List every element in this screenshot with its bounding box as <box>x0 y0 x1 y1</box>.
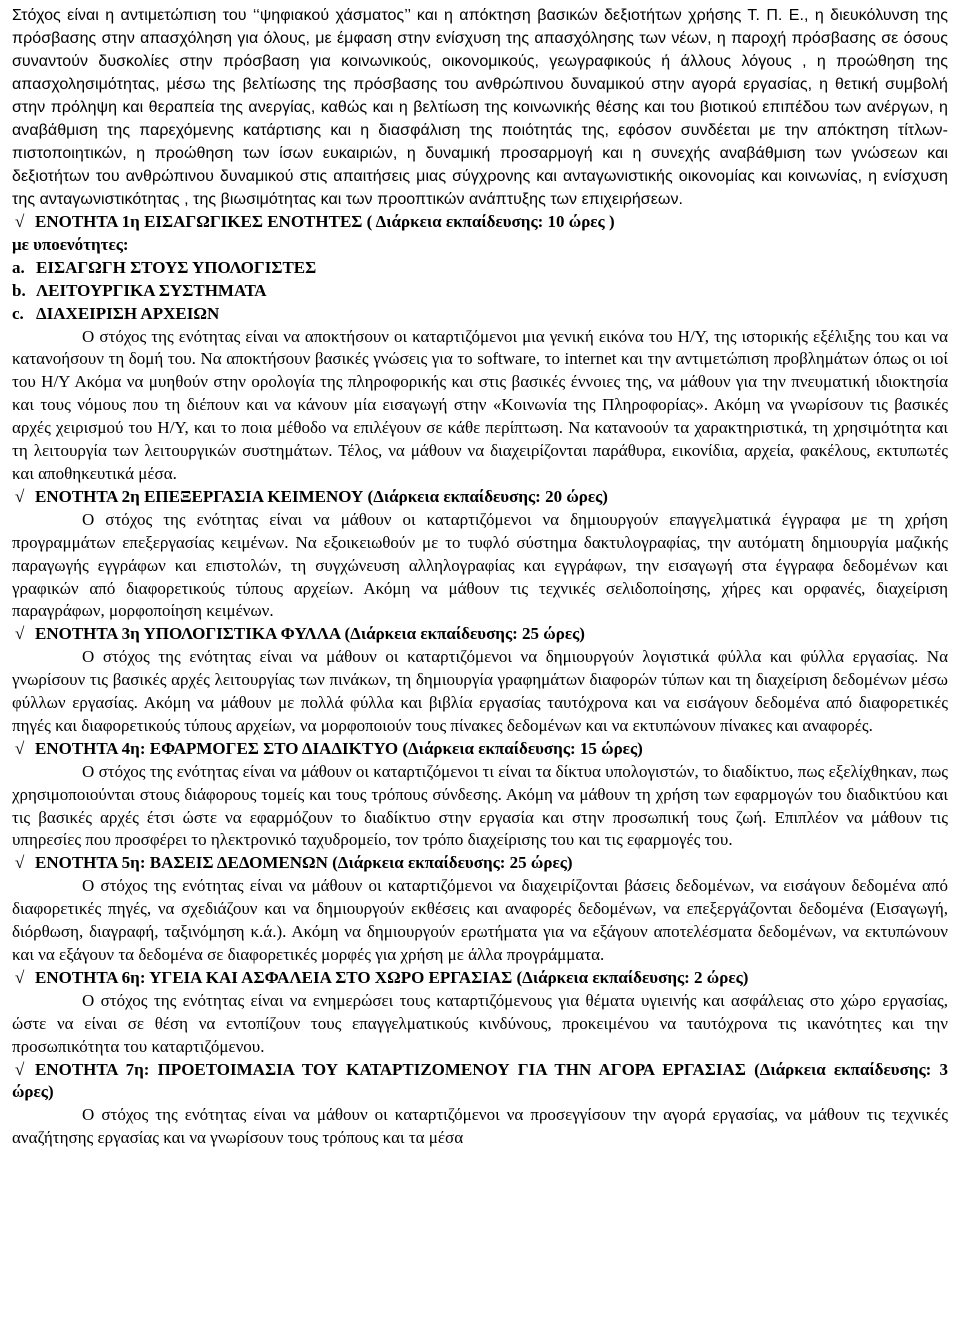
subunit-marker: a. <box>12 257 25 277</box>
unit-5-heading <box>12 852 948 875</box>
unit-6-body: Ο στόχος της ενότητας είναι να ενημερώσει τους καταρτιζόμενους για θέματα υγιεινής και ασφάλειας στο χώρο εργασίας, ώστε να είναι σε θέση να εντοπίζουν τους επαγγελματικούς κινδύνους, προκειμένου να ταυτόχρονα τις ικανότητες και την προσωπικότητα του καταρτιζόμενου. <box>12 990 948 1056</box>
unit-3-title: ΕΝΟΤΗΤΑ 3η ΥΠΟΛΟΓΙΣΤΙΚΑ ΦΥΛΛΑ (Διάρκεια εκπαίδευσης: 25 ώρες) <box>35 624 585 644</box>
unit-2-body: Ο στόχος της ενότητας είναι να μάθουν οι καταρτιζόμενοι να δημιουργούν επαγγελματικά έγγραφα με τη χρήση προγραμμάτων επεξεργασίας κειμένων. Να εξοικειωθούν με το τυφλό σύστημα δακτυλογραφίας, την αυτόματη δημιουργία μαζικής παραγωγής εγγράφων και επιστολών, τη συγχώνευση αλληλογραφίας και εγγράφων, την εισαγωγή στα έγγραφα δεδομένων και γραφικών από διαφορετικούς τύπους αρχείων. Ακόμη να μάθουν τις τεχνικές σελιδοποίησης, χήρες και ορφανές, διαχείριση παραγράφων, μορφοποίηση κειμένων. <box>12 509 948 621</box>
check-mark-icon: √ <box>15 486 25 506</box>
unit-4-heading <box>12 738 948 761</box>
unit-1-subunit-b <box>12 280 948 303</box>
unit-5-body: Ο στόχος της ενότητας είναι να μάθουν οι καταρτιζόμενοι να διαχειρίζονται βάσεις δεδομένων, να εισάγουν δεδομένα από διαφορετικές πηγές, να σχεδιάζουν και να δημιουργούν εκθέσεις και αναφορές δεδομένων, να επεξεργάζονται δεδομένα (Εισαγωγή, διόρθωση, διαγραφή, ταξινόμηση κ.ά.). Ακόμη να δημιουργούν ερωτήματα για να εξάγουν αποτελέσματα δεδομένων, να εκτυπώνουν και να εξάγουν τα δεδομένα σε διαφορετικές μορφές για χρήση με άλλα προγράμματα. <box>12 876 948 964</box>
document-page <box>12 4 948 1150</box>
unit-3-body: Ο στόχος της ενότητας είναι να μάθουν οι καταρτιζόμενοι να δημιουργούν λογιστικά φύλλα και φύλλα εργασίας. Να γνωρίσουν τις βασικές αρχές λειτουργίας των πινάκων, τη δημιουργία γραφημάτων διαφορών τύπων και τη διαχείριση δεδομένων μέσω φύλλων εργασίας. Ακόμη να μάθουν με πολλά φύλλα και βιβλία εργασίας ταυτόχρονα και να εισάγουν δεδομένα από διαφορετικές πηγές και διαφορετικούς τύπους αρχείων, να μορφοποιούν τους πίνακες δεδομένων και να εκτυπώνουν πίνακες και αναφορές. <box>12 647 948 735</box>
subunit-title: ΕΙΣΑΓΩΓΗ ΣΤΟΥΣ ΥΠΟΛΟΓΙΣΤΕΣ <box>36 257 317 277</box>
unit-1-title: ΕΝΟΤΗΤΑ 1η ΕΙΣΑΓΩΓΙΚΕΣ ΕΝΟΤΗΤΕΣ ( Διάρκεια εκπαίδευσης: 10 ώρες ) <box>35 212 615 231</box>
subunit-marker: c. <box>12 303 24 323</box>
unit-4-body: Ο στόχος της ενότητας είναι να μάθουν οι καταρτιζόμενοι τι είναι τα δίκτυα υπολογιστών, το διαδίκτυο, πως εξελίχθηκαν, πως χρησιμοποιούνται στους διάφορους τομείς και τους τρόπους σύνδεσης. Ακόμη να μάθουν τη χρήση των εφαρμογών του διαδικτύου και τις βασικές αρχές έτσι ώστε να εφαρμόζουν το διαδίκτυο στην εργασία και στην προσωπική τους ζωή. Επιπλέον να μάθουν τις υπηρεσίες που προσφέρει το ηλεκτρονικό ταχυδρομείο, τον τρόπο διαχείρισης του και τις εφαρμογές του. <box>12 761 948 850</box>
unit-6-title: ΕΝΟΤΗΤΑ 6η: ΥΓΕΙΑ ΚΑΙ ΑΣΦΑΛΕΙΑ ΣΤΟ ΧΩΡΟ ΕΡΓΑΣΙΑΣ (Διάρκεια εκπαίδευσης: 2 ώρες) <box>35 967 749 987</box>
unit-5-title: ΕΝΟΤΗΤΑ 5η: ΒΑΣΕΙΣ ΔΕΔΟΜΕΝΩΝ (Διάρκεια εκπαίδευσης: 25 ώρες) <box>35 853 573 873</box>
unit-6-heading <box>12 967 948 990</box>
unit-7-heading <box>12 1059 948 1105</box>
subunit-title: ΔΙΑΧΕΙΡΙΣΗ ΑΡΧΕΙΩΝ <box>36 303 220 323</box>
unit-1-subunit-a <box>12 257 948 280</box>
check-mark-icon: √ <box>15 967 25 987</box>
unit-2-heading <box>12 486 948 509</box>
check-mark-icon: √ <box>15 212 25 231</box>
check-mark-icon: √ <box>15 853 25 873</box>
check-mark-icon: √ <box>15 624 25 644</box>
unit-1-heading <box>12 211 948 234</box>
unit-1-subunits-label: με υποενότητες: <box>12 234 129 254</box>
unit-1-body: Ο στόχος της ενότητας είναι να αποκτήσουν οι καταρτιζόμενοι μια γενική εικόνα του Η/Υ, της ιστορικής εξέλιξης του και να κατανοήσουν τη δομή του. Να αποκτήσουν βασικές γνώσεις για το software, το internet και την αντιμετώπιση προβλημάτων όπως οι ιοί του Η/Υ Ακόμα να μυηθούν στην ορολογία της πληροφορικής και στις βασικές έννοιες της, να μάθουν για την πνευματική ιδιοκτησία και τους νόμους που τη διέπουν και να κάνουν μία εισαγωγή στην «Κοινωνία της Πληροφορίας». Ακόμη να γνωρίσουν τις βασικές αρχές χειρισμού του Η/Υ, και το ποια μέθοδο να επιλέγουν σε κάθε περίπτωση. Να κατανοούν τα χαρακτηριστικά, τη χρησιμότητα και τη λειτουργία των λειτουργικών συστημάτων. Τέλος, να μάθουν να διαχειρίζονται παράθυρα, εικονίδια, αρχεία, φακέλους, εκτυπωτές και αποθηκευτικά μέσα. <box>12 326 948 483</box>
unit-7-title: ΕΝΟΤΗΤΑ 7η: ΠΡΟΕΤΟΙΜΑΣΙΑ ΤΟΥ ΚΑΤΑΡΤΙΖΟΜΕΝΟΥ ΓΙΑ ΤΗΝ ΑΓΟΡΑ ΕΡΓΑΣΙΑΣ (Διάρκεια εκπαίδευσης: 3 ώρες) <box>12 1059 948 1102</box>
unit-3-heading <box>12 623 948 646</box>
check-mark-icon: √ <box>15 738 25 758</box>
unit-7-body: Ο στόχος της ενότητας είναι να μάθουν οι καταρτιζόμενοι να προσεγγίσουν την αγορά εργασίας, να μάθουν τις τεχνικές αναζήτησης εργασίας και να γνωρίσουν τους τρόπους και τα μέσα <box>12 1105 948 1148</box>
unit-1-subunit-c <box>12 303 948 326</box>
subunit-title: ΛΕΙΤΟΥΡΓΙΚΑ ΣΥΣΤΗΜΑΤΑ <box>36 280 267 300</box>
subunit-marker: b. <box>12 280 26 300</box>
check-mark-icon: √ <box>15 1059 25 1079</box>
unit-2-title: ΕΝΟΤΗΤΑ 2η ΕΠΕΞΕΡΓΑΣΙΑ ΚΕΙΜΕΝΟΥ (Διάρκεια εκπαίδευσης: 20 ώρες) <box>35 486 608 506</box>
intro-paragraph: Στόχος είναι η αντιμετώπιση του ‘‘ψηφιακού χάσματος’’ και η απόκτηση βασικών δεξιοτήτων χρήσης Τ. Π. Ε., η διευκόλυνση της πρόσβασης στην απασχόληση για όλους, με έμφαση στην ενίσχυση της απασχόλησης των νέων, η παροχή πρόσβασης σε όσους συναντούν δυσκολίες στην πρόσβαση για κοινωνικούς, οικονομικούς, γεωγραφικούς ή άλλους λόγους , η προώθηση της απασχολησιμότητας, μέσω της βελτίωσης της πρόσβασης του ανθρώπινου δυναμικού στην αγορά εργασίας, η θετική συμβολή στην πρόληψη και θεραπεία της ανεργίας, καθώς και η βελτίωση της κοινωνικής θέσης και του βιοτικού επιπέδου των ανέργων, η αναβάθμιση της παρεχόμενης κατάρτισης και η διασφάλιση της ποιότητάς της, εφόσον συνδέεται με την απόκτηση τίτλων- πιστοποιητικών, η προώθηση των ίσων ευκαιριών, η δυναμική προσαρμογή και η συνεχής αναβάθμιση των γνώσεων και δεξιοτήτων του ανθρώπινου δυναμικού στις απαιτήσεις μιας σύγχρονης και ανταγωνιστικής οικονομίας και κοινωνίας, η ενίσχυση της ανταγωνιστικότητας , της βιωσιμότητας και των προοπτικών ανάπτυξης των επιχειρήσεων. <box>12 7 948 208</box>
unit-4-title: ΕΝΟΤΗΤΑ 4η: ΕΦΑΡΜΟΓΕΣ ΣΤΟ ΔΙΑΔΙΚΤΥΟ (Διάρκεια εκπαίδευσης: 15 ώρες) <box>35 738 643 758</box>
